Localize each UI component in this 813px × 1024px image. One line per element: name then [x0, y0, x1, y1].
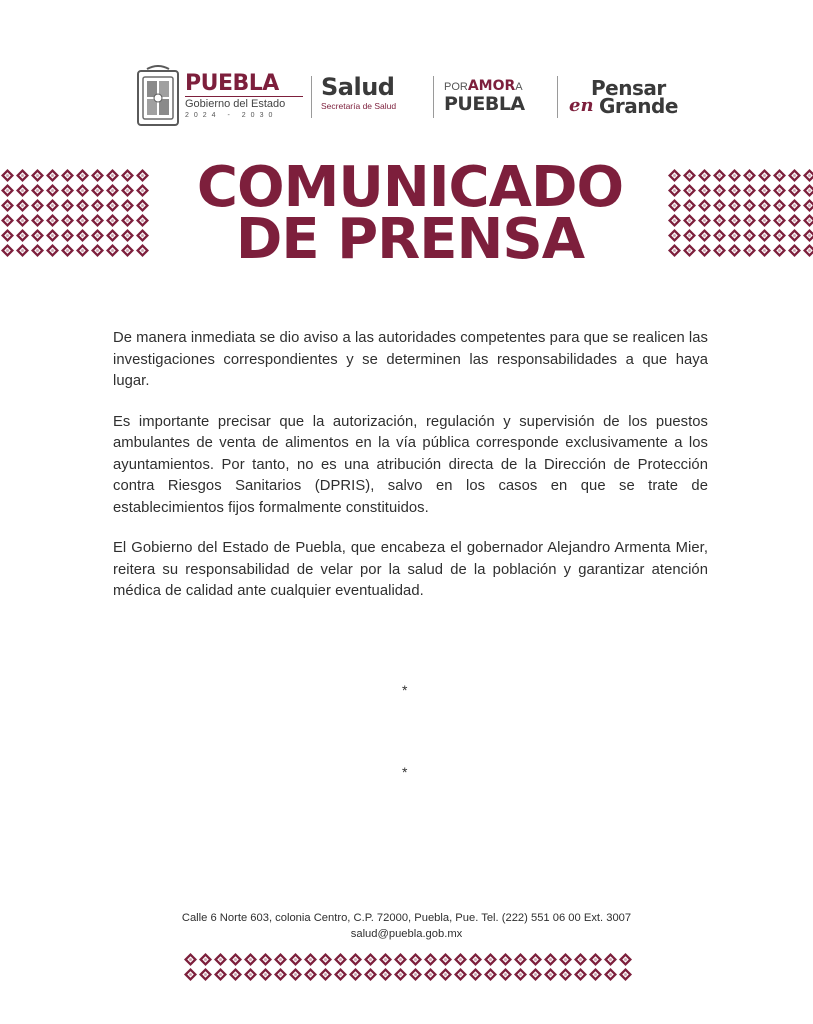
pattern-motif — [259, 953, 272, 966]
pattern-motif — [439, 953, 452, 966]
pattern-motif — [214, 968, 227, 981]
amor-logo-a: A — [515, 81, 523, 93]
pattern-motif — [668, 199, 681, 212]
pattern-motif — [184, 968, 197, 981]
pattern-motif — [136, 169, 149, 182]
section-separator-asterisk: * — [402, 682, 408, 698]
pattern-motif — [61, 229, 74, 242]
pattern-motif — [259, 968, 272, 981]
pattern-motif — [683, 229, 696, 242]
pattern-motif — [121, 199, 134, 212]
logo-divider — [433, 76, 434, 118]
pattern-motif — [514, 953, 527, 966]
pattern-motif — [91, 244, 104, 257]
logo-divider — [557, 76, 558, 118]
pattern-motif — [91, 199, 104, 212]
headline-line-1: COMUNICADO — [196, 155, 624, 220]
pattern-motif — [394, 953, 407, 966]
pattern-motif — [514, 968, 527, 981]
pattern-motif — [136, 229, 149, 242]
puebla-logo-title: PUEBLA — [185, 71, 279, 96]
body-paragraph: De manera inmediata se dio aviso a las autoridades competentes para que se realicen las investigaciones correspondientes y se determinen las responsabilidades a que haya lugar. — [113, 330, 708, 389]
pattern-motif — [1, 214, 14, 227]
amor-logo-puebla: PUEBLA — [444, 93, 525, 115]
pattern-motif — [788, 214, 801, 227]
pattern-motif — [604, 968, 617, 981]
pattern-motif — [31, 229, 44, 242]
footer-address: Calle 6 Norte 603, colonia Centro, C.P. 72000, Puebla, Pue. Tel. (222) 551 06 00 Ext. 3007 — [181, 912, 632, 924]
pattern-motif — [349, 968, 362, 981]
pattern-motif — [199, 953, 212, 966]
pattern-motif — [773, 229, 786, 242]
pattern-motif — [668, 244, 681, 257]
pensar-logo-pensar: Pensar — [591, 76, 666, 100]
pattern-motif — [199, 968, 212, 981]
pattern-motif — [121, 184, 134, 197]
pattern-motif — [229, 953, 242, 966]
pattern-motif — [106, 229, 119, 242]
pattern-motif — [743, 244, 756, 257]
pattern-motif — [31, 184, 44, 197]
pattern-motif — [773, 169, 786, 182]
pattern-motif — [106, 184, 119, 197]
pattern-motif — [61, 244, 74, 257]
pattern-motif — [589, 953, 602, 966]
pattern-motif — [713, 199, 726, 212]
puebla-government-logo — [185, 72, 303, 119]
pattern-motif — [46, 199, 59, 212]
pattern-motif — [136, 244, 149, 257]
salud-logo-subtitle: Secretaría de Salud — [321, 101, 397, 111]
pattern-motif — [319, 953, 332, 966]
pattern-motif — [379, 968, 392, 981]
pattern-motif — [713, 169, 726, 182]
pattern-motif — [728, 169, 741, 182]
pattern-motif — [454, 953, 467, 966]
headline-line-2: DE PRENSA — [235, 207, 585, 272]
salud-logo — [321, 74, 396, 111]
pattern-motif — [214, 953, 227, 966]
talavera-pattern-right — [667, 168, 813, 260]
pattern-motif — [559, 953, 572, 966]
pattern-motif — [1, 229, 14, 242]
pattern-motif — [439, 968, 452, 981]
pattern-motif — [1, 169, 14, 182]
pensar-logo-grande: Grande — [599, 94, 678, 118]
pattern-motif — [136, 199, 149, 212]
pattern-motif — [743, 169, 756, 182]
pattern-motif — [803, 199, 813, 212]
pattern-motif — [668, 169, 681, 182]
pattern-motif — [106, 244, 119, 257]
pattern-motif — [424, 953, 437, 966]
pattern-motif — [619, 953, 632, 966]
pattern-motif — [743, 214, 756, 227]
pattern-motif — [184, 953, 197, 966]
pattern-motif — [529, 953, 542, 966]
pattern-motif — [304, 953, 317, 966]
pattern-motif — [61, 184, 74, 197]
pattern-motif — [16, 229, 29, 242]
pattern-motif — [728, 199, 741, 212]
pattern-motif — [728, 229, 741, 242]
pattern-motif — [274, 968, 287, 981]
pattern-motif — [529, 968, 542, 981]
pattern-motif — [46, 169, 59, 182]
pattern-motif — [106, 199, 119, 212]
pattern-motif — [136, 184, 149, 197]
logo-strip — [137, 62, 682, 132]
pattern-motif — [334, 953, 347, 966]
pattern-motif — [773, 184, 786, 197]
pattern-motif — [16, 244, 29, 257]
pattern-motif — [668, 214, 681, 227]
pattern-motif — [698, 169, 711, 182]
pattern-motif — [91, 229, 104, 242]
amor-logo-por: POR — [444, 81, 468, 93]
salud-logo-title: Salud — [321, 73, 395, 101]
pattern-motif — [121, 244, 134, 257]
pattern-motif — [773, 199, 786, 212]
amor-logo-line1 — [444, 79, 544, 94]
pattern-motif — [106, 169, 119, 182]
pattern-motif — [544, 953, 557, 966]
pattern-motif — [76, 199, 89, 212]
pattern-motif — [589, 968, 602, 981]
pattern-motif — [76, 169, 89, 182]
pattern-motif — [76, 244, 89, 257]
pattern-motif — [274, 953, 287, 966]
pattern-motif — [76, 184, 89, 197]
pattern-motif — [788, 184, 801, 197]
pensar-logo-en: en — [569, 95, 594, 116]
pattern-motif — [668, 184, 681, 197]
pattern-motif — [31, 169, 44, 182]
pattern-motif — [713, 244, 726, 257]
pattern-motif — [1, 199, 14, 212]
pattern-motif — [304, 968, 317, 981]
pattern-motif — [544, 968, 557, 981]
pattern-motif — [559, 968, 572, 981]
pattern-motif — [698, 199, 711, 212]
pattern-motif — [803, 229, 813, 242]
pattern-motif — [61, 214, 74, 227]
pattern-motif — [604, 953, 617, 966]
pattern-motif — [121, 229, 134, 242]
body-paragraph: El Gobierno del Estado de Puebla, que encabeza el gobernador Alejandro Armenta Mier, reitera su responsabilidad de velar por la salud de la población y garantizar atención médica de calidad ante cualquier eventualidad. — [113, 540, 708, 599]
pattern-motif — [364, 968, 377, 981]
pattern-motif — [1, 184, 14, 197]
pattern-motif — [121, 214, 134, 227]
pattern-motif — [409, 953, 422, 966]
pattern-motif — [683, 244, 696, 257]
pattern-motif — [728, 244, 741, 257]
pattern-motif — [683, 184, 696, 197]
pattern-motif — [728, 184, 741, 197]
pattern-motif — [16, 169, 29, 182]
pattern-motif — [683, 214, 696, 227]
pattern-motif — [683, 169, 696, 182]
pattern-motif — [788, 169, 801, 182]
pattern-motif — [773, 244, 786, 257]
pattern-motif — [106, 214, 119, 227]
pattern-motif — [713, 214, 726, 227]
pattern-motif — [121, 169, 134, 182]
pattern-motif — [574, 968, 587, 981]
footer-contact — [100, 910, 713, 942]
pattern-motif — [61, 199, 74, 212]
pattern-motif — [743, 199, 756, 212]
pattern-motif — [788, 244, 801, 257]
pattern-motif — [743, 229, 756, 242]
pattern-motif — [319, 968, 332, 981]
pattern-motif — [31, 244, 44, 257]
pattern-motif — [76, 214, 89, 227]
talavera-pattern-left — [0, 168, 152, 260]
pattern-motif — [334, 968, 347, 981]
pattern-motif — [409, 968, 422, 981]
puebla-logo-subtitle: Gobierno del Estado — [185, 96, 303, 110]
pattern-motif — [136, 214, 149, 227]
pattern-motif — [61, 169, 74, 182]
pattern-motif — [619, 968, 632, 981]
state-seal-icon — [137, 65, 179, 127]
pattern-motif — [668, 229, 681, 242]
pattern-motif — [758, 244, 771, 257]
puebla-logo-years: 2024 - 2030 — [185, 112, 278, 119]
pattern-motif — [46, 214, 59, 227]
pattern-motif — [773, 214, 786, 227]
pattern-motif — [91, 169, 104, 182]
pattern-motif — [698, 229, 711, 242]
pattern-motif — [364, 953, 377, 966]
section-separator-asterisk: * — [402, 764, 408, 780]
pattern-motif — [713, 229, 726, 242]
pattern-motif — [758, 169, 771, 182]
pattern-motif — [244, 953, 257, 966]
pattern-motif — [713, 184, 726, 197]
pattern-motif — [788, 229, 801, 242]
pattern-motif — [698, 214, 711, 227]
pattern-motif — [698, 184, 711, 197]
pattern-motif — [289, 953, 302, 966]
pattern-motif — [31, 214, 44, 227]
pattern-motif — [16, 199, 29, 212]
pattern-motif — [743, 184, 756, 197]
pattern-motif — [454, 968, 467, 981]
por-amor-a-puebla-logo — [444, 79, 544, 114]
pattern-motif — [499, 953, 512, 966]
pattern-motif — [484, 968, 497, 981]
pattern-motif — [46, 184, 59, 197]
pattern-motif — [16, 184, 29, 197]
pattern-motif — [76, 229, 89, 242]
pattern-motif — [758, 229, 771, 242]
pattern-motif — [244, 968, 257, 981]
pattern-motif — [229, 968, 242, 981]
pattern-motif — [728, 214, 741, 227]
pattern-motif — [683, 199, 696, 212]
pattern-motif — [803, 169, 813, 182]
pattern-motif — [499, 968, 512, 981]
pattern-motif — [803, 244, 813, 257]
pattern-motif — [758, 214, 771, 227]
pattern-motif — [469, 968, 482, 981]
footer-email[interactable]: salud@puebla.gob.mx — [350, 928, 463, 940]
pattern-motif — [46, 244, 59, 257]
pattern-motif — [803, 184, 813, 197]
pattern-motif — [16, 214, 29, 227]
pattern-motif — [1, 244, 14, 257]
pattern-motif — [424, 968, 437, 981]
pattern-motif — [758, 184, 771, 197]
pattern-motif — [379, 953, 392, 966]
pattern-motif — [484, 953, 497, 966]
pattern-motif — [31, 199, 44, 212]
pattern-motif — [469, 953, 482, 966]
pattern-motif — [46, 229, 59, 242]
pattern-motif — [788, 199, 801, 212]
pattern-motif — [289, 968, 302, 981]
pattern-motif — [91, 214, 104, 227]
pattern-motif — [803, 214, 813, 227]
pattern-motif — [91, 184, 104, 197]
press-release-headline — [160, 155, 660, 272]
talavera-pattern-footer — [183, 952, 635, 982]
pattern-motif — [394, 968, 407, 981]
pattern-motif — [698, 244, 711, 257]
amor-logo-amor: AMOR — [467, 78, 516, 94]
body-paragraph: Es importante precisar que la autorización, regulación y supervisión de los puestos ambulantes de venta de alimentos en la vía pública corresponde exclusivamente a los ayuntamientos. Por tanto, no es una atribución directa de la Dirección de Protección contra Riesgos Sanitarios (DPRIS), salvo en los casos en que se trate de establecimientos fijos formalmente constituidos. — [113, 413, 708, 516]
pattern-motif — [349, 953, 362, 966]
logo-divider — [311, 76, 312, 118]
pattern-motif — [758, 199, 771, 212]
press-release-body — [113, 328, 708, 622]
pattern-motif — [574, 953, 587, 966]
